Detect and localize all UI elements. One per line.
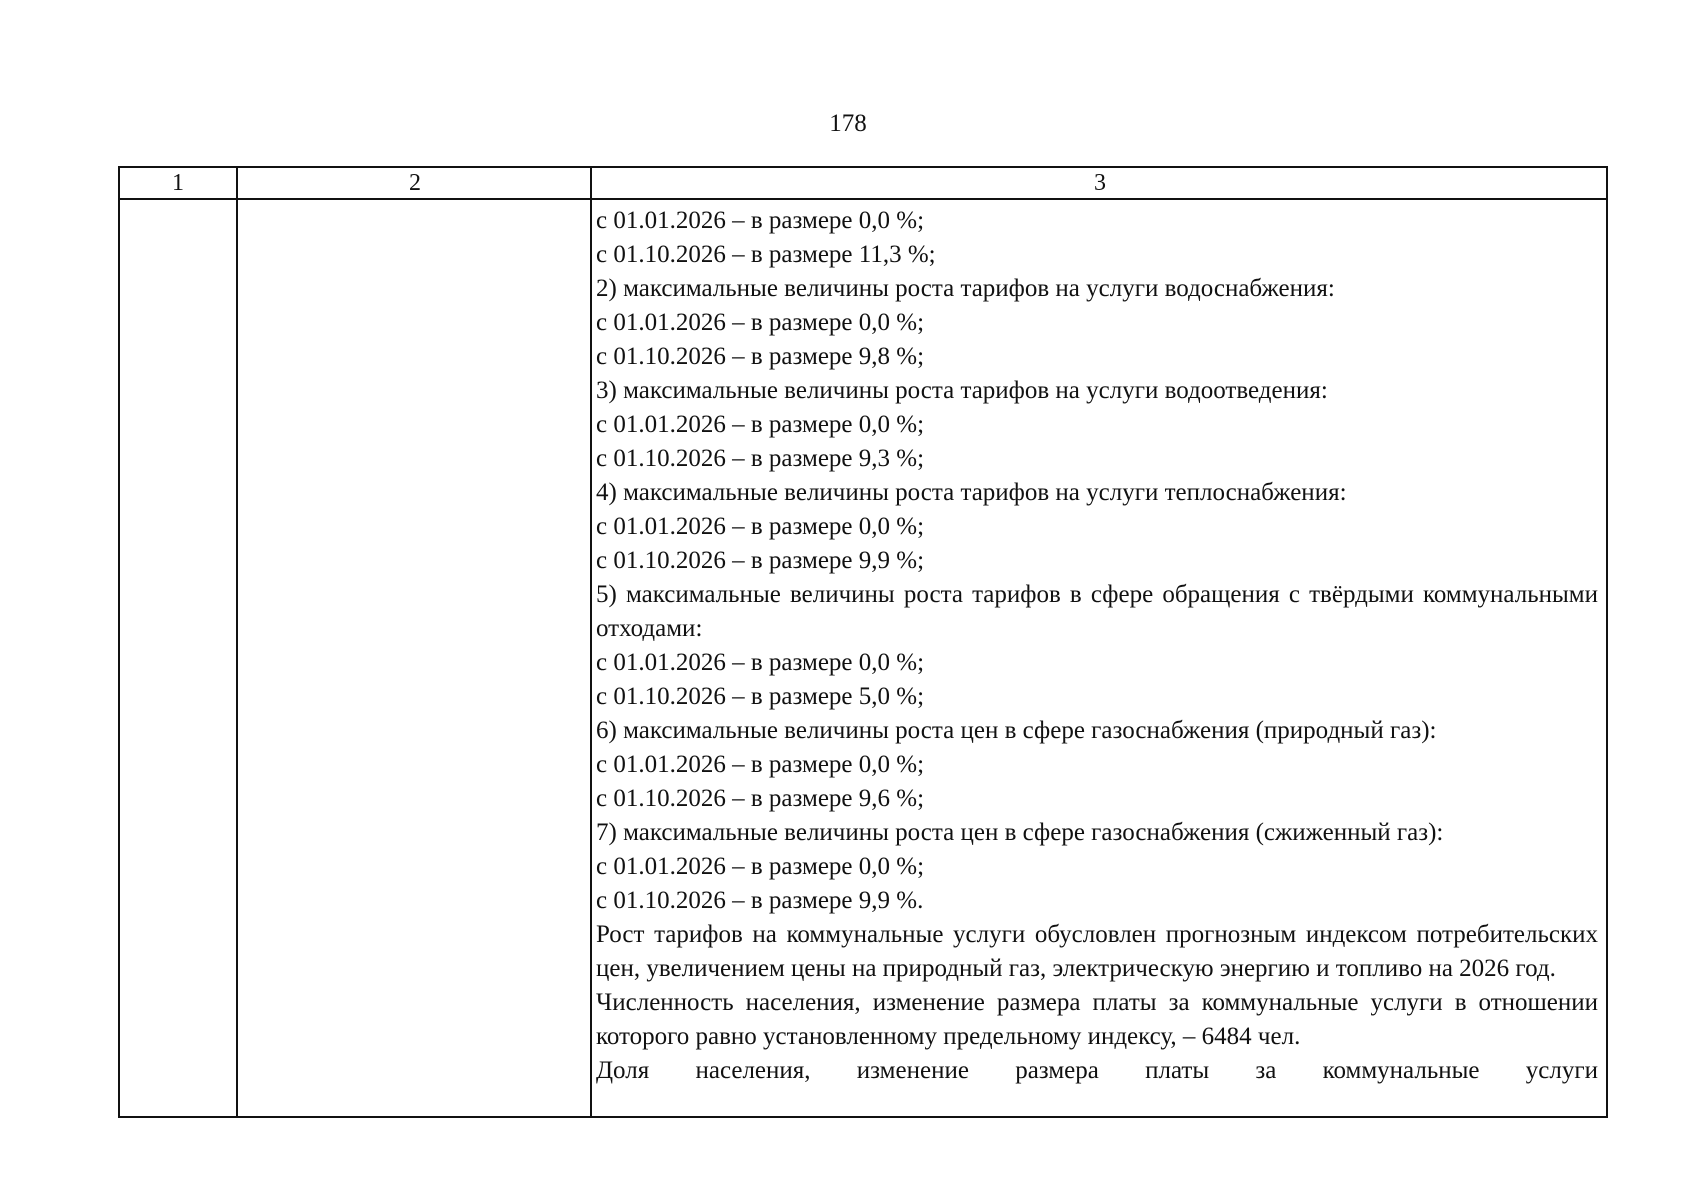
text-line: с 01.10.2026 – в размере 9,9 %. xyxy=(596,887,924,914)
text-line: с 01.01.2026 – в размере 0,0 %; xyxy=(596,513,925,540)
text-line: с 01.10.2026 – в размере 5,0 %; xyxy=(596,683,925,710)
text-line: с 01.10.2026 – в размере 9,9 %; xyxy=(596,547,925,574)
population-paragraph: Численность населения, изменение размера платы за коммунальные услуги в отношении которого равно установленному предельному индексу, – 6484 чел. xyxy=(596,989,1598,1050)
column-header-2: 2 xyxy=(409,170,421,196)
column-divider-2 xyxy=(590,168,592,1116)
text-line: 6) максимальные величины роста цен в сфере газоснабжения (природный газ): xyxy=(596,717,1437,744)
column-header-3: 3 xyxy=(1094,170,1106,196)
tariff-growth-paragraph: Рост тарифов на коммунальные услуги обусловлен прогнозным индексом потребительских цен, увеличением цены на природный газ, электрическую энергию и топливо на 2026 год. xyxy=(596,921,1598,982)
page-number: 178 xyxy=(829,110,867,137)
text-line: с 01.01.2026 – в размере 0,0 %; xyxy=(596,411,925,438)
text-line: с 01.01.2026 – в размере 0,0 %; xyxy=(596,309,925,336)
text-line: 4) максимальные величины роста тарифов на услуги теплоснабжения: xyxy=(596,479,1347,506)
text-line: с 01.10.2026 – в размере 9,8 %; xyxy=(596,343,925,370)
text-line: с 01.10.2026 – в размере 9,3 %; xyxy=(596,445,925,472)
column-3-content xyxy=(596,204,1598,1116)
text-line: 7) максимальные величины роста цен в сфере газоснабжения (сжиженный газ): xyxy=(596,819,1444,846)
solid-waste-paragraph: 5) максимальные величины роста тарифов в сфере обращения с твёрдыми коммунальными отходами: xyxy=(596,581,1598,642)
column-header-1: 1 xyxy=(172,170,184,196)
text-line: с 01.10.2026 – в размере 11,3 %; xyxy=(596,241,936,268)
text-line: с 01.01.2026 – в размере 0,0 %; xyxy=(596,207,925,234)
text-line: 2) максимальные величины роста тарифов на услуги водоснабжения: xyxy=(596,275,1335,302)
text-line: с 01.10.2026 – в размере 9,6 %; xyxy=(596,785,925,812)
text-line: с 01.01.2026 – в размере 0,0 %; xyxy=(596,853,925,880)
text-line: с 01.01.2026 – в размере 0,0 %; xyxy=(596,649,925,676)
document-table xyxy=(118,166,1608,1118)
table-header-row xyxy=(120,168,1606,200)
column-divider-1 xyxy=(236,168,238,1116)
text-line: с 01.01.2026 – в размере 0,0 %; xyxy=(596,751,925,778)
population-share-paragraph: Доля населения, изменение размера платы за коммунальные услуги xyxy=(596,1057,1598,1084)
text-line: 3) максимальные величины роста тарифов на услуги водоотведения: xyxy=(596,377,1328,404)
